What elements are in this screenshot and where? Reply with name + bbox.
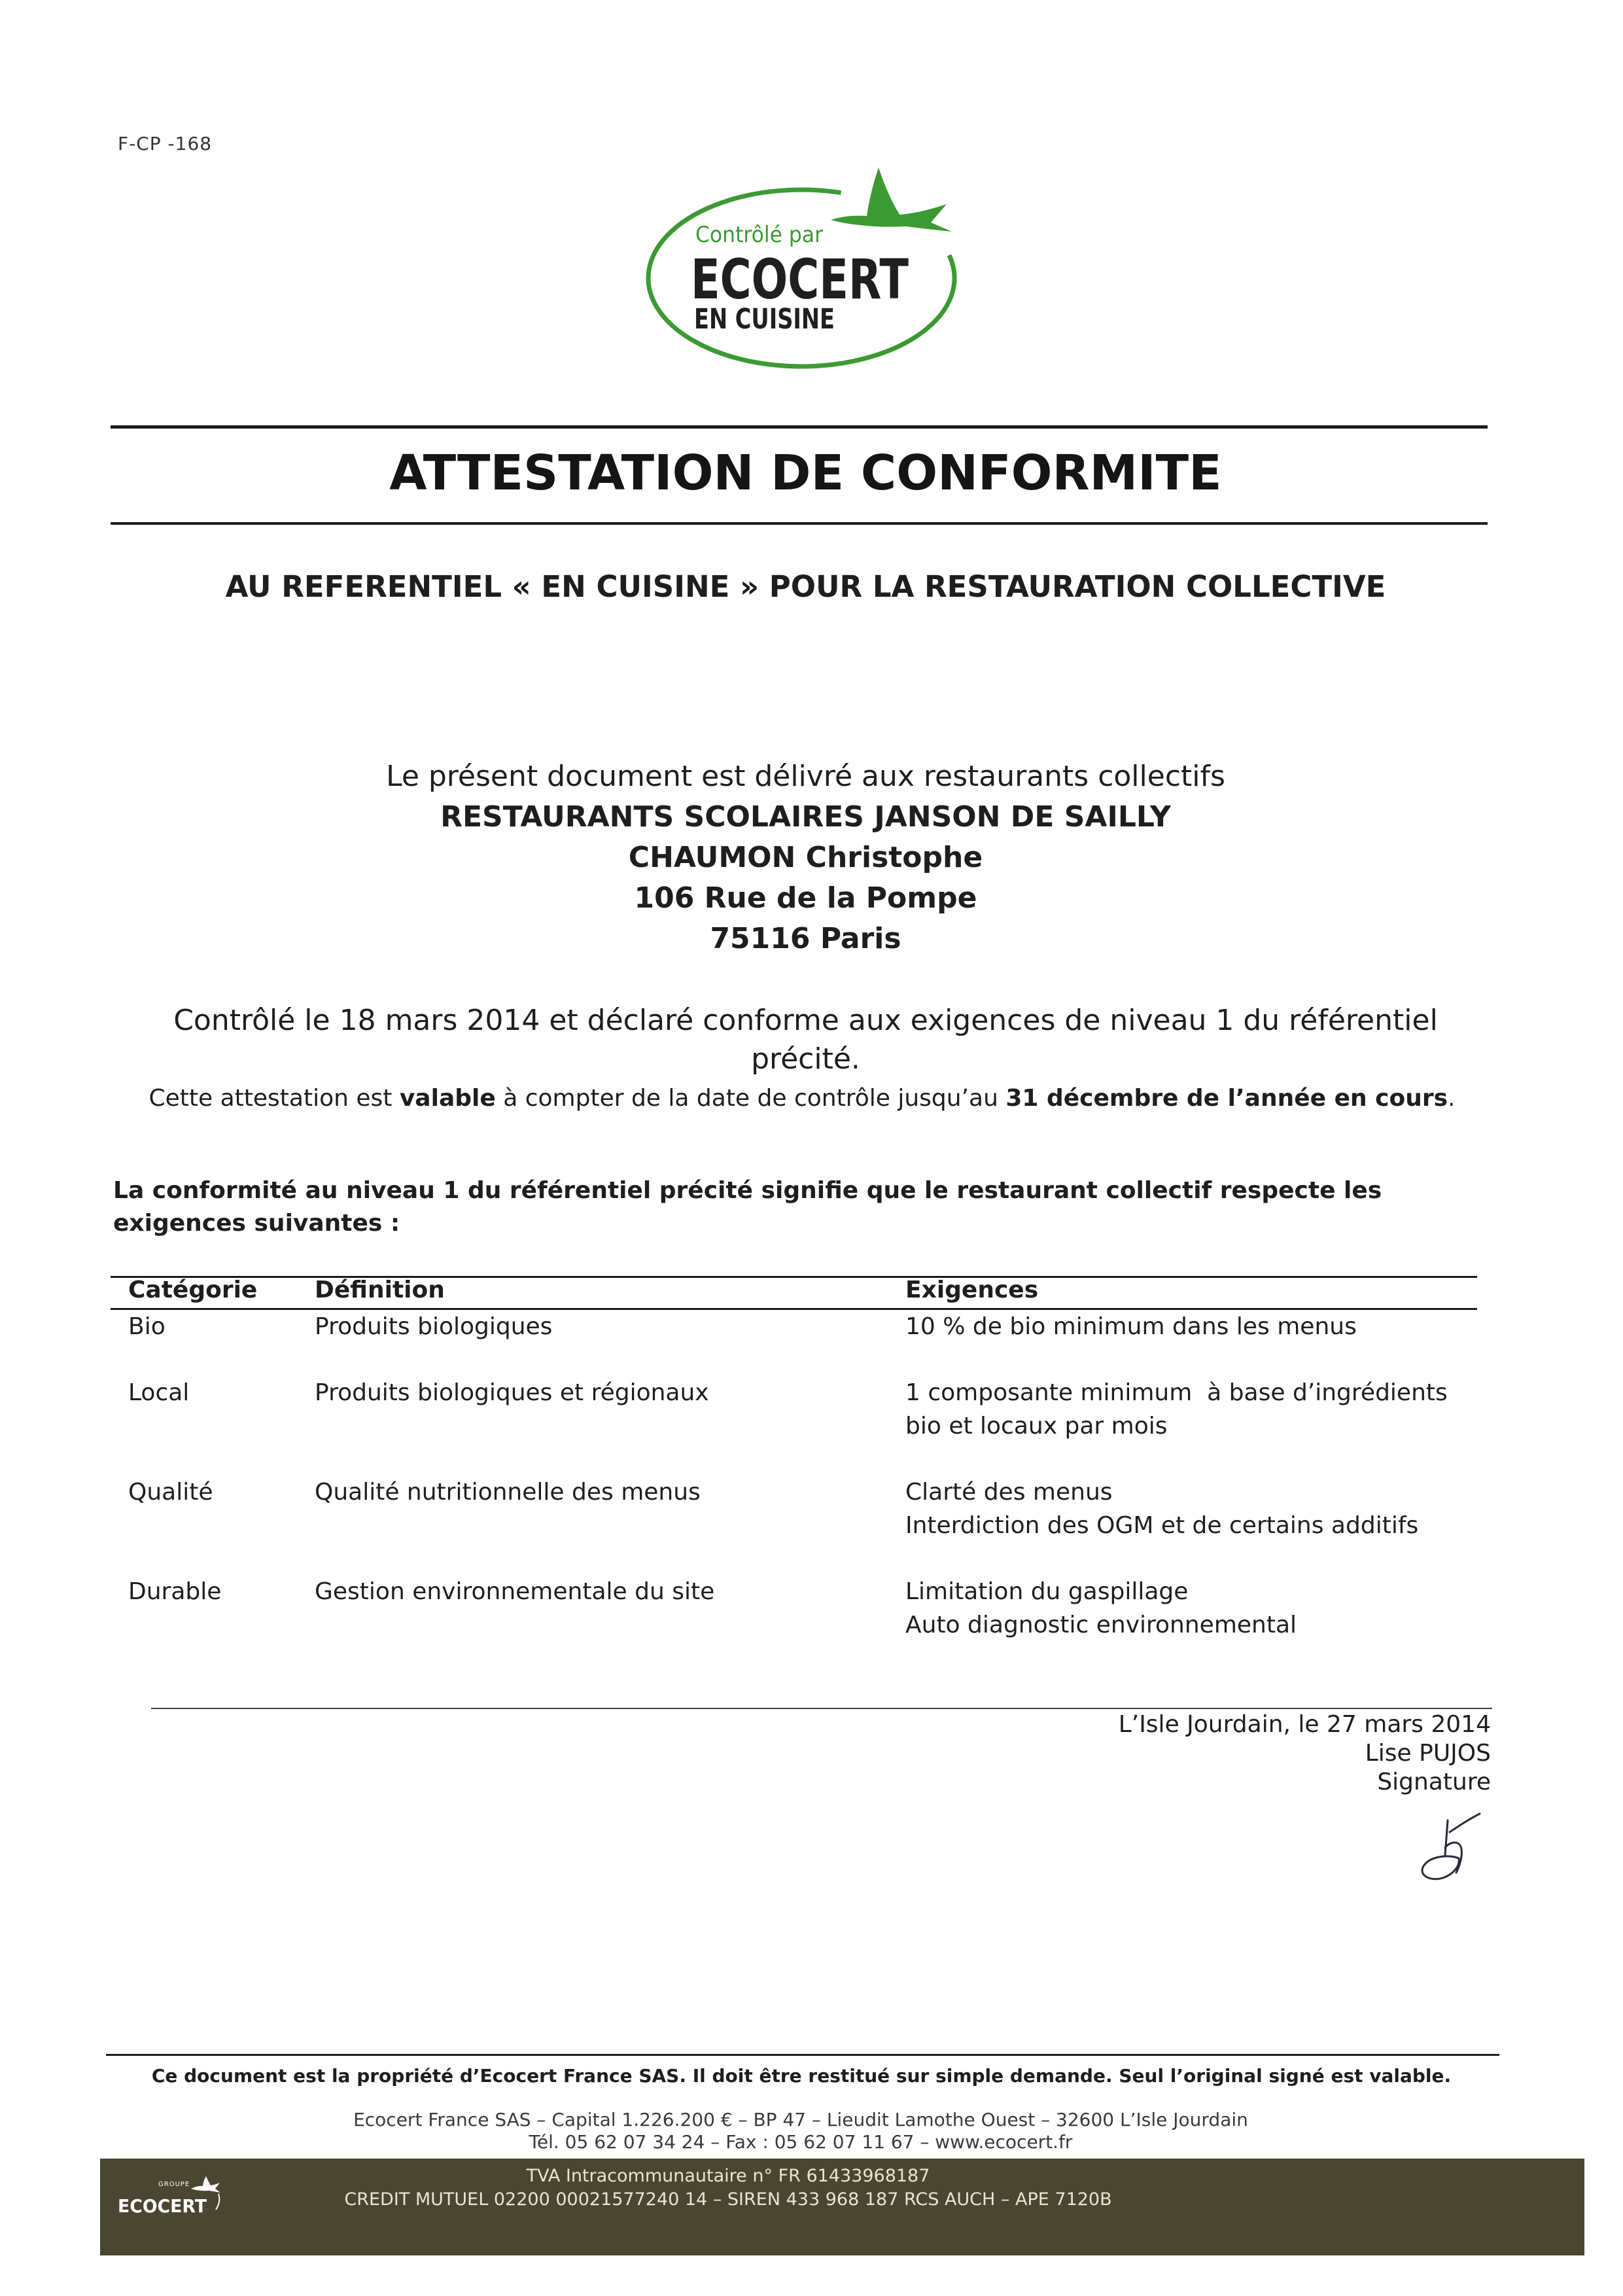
row-requirements	[905, 1475, 1477, 1542]
recipient-contact: CHAUMON Christophe	[628, 841, 983, 874]
recipient-block	[111, 756, 1501, 959]
requirements-table	[111, 1276, 1477, 1674]
footer-contact: Tél. 05 62 07 34 24 – Fax : 05 62 07 11 67 – www.ecocert.fr	[529, 2131, 1073, 2153]
row-category: Bio	[128, 1313, 166, 1340]
row-definition: Gestion environnementale du site	[315, 1578, 715, 1605]
row-requirements	[905, 1575, 1477, 1642]
requirement-line: Interdiction des OGM et de certains additifs	[905, 1512, 1419, 1539]
row-definition: Produits biologiques	[315, 1313, 553, 1340]
document-reference: F-CP -168	[118, 133, 213, 154]
logo-caption-bottom: EN CUISINE	[694, 303, 835, 336]
logo-caption-top: Contrôlé par	[695, 222, 824, 248]
row-category: Qualité	[128, 1479, 213, 1506]
footer-address-block	[0, 2109, 1601, 2153]
requirement-line: Clarté des menus	[905, 1479, 1113, 1506]
logo-group-brand: ECOCERT	[118, 2195, 207, 2217]
requirement-line: 10 % de bio minimum dans les menus	[905, 1313, 1357, 1340]
header-definition: Définition	[315, 1277, 445, 1303]
control-line-2: précité.	[751, 1042, 860, 1076]
header-requirements: Exigences	[905, 1277, 1039, 1303]
recipient-street: 106 Rue de la Pompe	[634, 881, 977, 915]
footer-bar-text	[100, 2164, 1356, 2212]
table-header	[111, 1278, 1477, 1310]
validity-text-3: .	[1448, 1085, 1456, 1112]
page-title: ATTESTATION DE CONFORMITE	[389, 445, 1222, 501]
row-requirements	[905, 1376, 1477, 1443]
requirement-line: Limitation du gaspillage	[905, 1578, 1189, 1605]
row-category: Local	[128, 1379, 190, 1406]
validity-bold-1: valable	[399, 1085, 496, 1112]
row-definition: Produits biologiques et régionaux	[315, 1379, 709, 1406]
control-line-1: Contrôlé le 18 mars 2014 et déclaré conforme aux exigences de niveau 1 du référentiel	[173, 1004, 1438, 1037]
footer-address: Ecocert France SAS – Capital 1.226.200 € – BP 47 – Lieudit Lamothe Ouest – 32600 L’Isle Jourdain	[353, 2109, 1248, 2130]
footer-vat: TVA Intracommunautaire n° FR 61433968187	[526, 2166, 930, 2186]
handwritten-signature	[1404, 1809, 1495, 1894]
requirements-intro-line-2: exigences suivantes :	[113, 1210, 400, 1237]
footer-bar	[100, 2159, 1584, 2255]
table-row	[111, 1376, 1477, 1475]
swallow-icon	[831, 168, 952, 232]
logo-group-label: GROUPE	[158, 2181, 190, 2188]
title-bottom-rule	[111, 522, 1488, 525]
row-requirements	[905, 1310, 1477, 1343]
signature-block	[1119, 1710, 1491, 1797]
table-row	[111, 1575, 1477, 1674]
row-category: Durable	[128, 1578, 222, 1605]
page-subtitle: AU REFERENTIEL « EN CUISINE » POUR LA RESTAURATION COLLECTIVE	[225, 569, 1386, 604]
recipient-city: 75116 Paris	[710, 922, 901, 955]
requirement-line: 1 composante minimum à base d’ingrédients	[905, 1379, 1448, 1406]
footer-registration: CREDIT MUTUEL 02200 00021577240 14 – SIREN 433 968 187 RCS AUCH – APE 7120B	[344, 2189, 1112, 2210]
requirement-line: bio et locaux par mois	[905, 1413, 1168, 1439]
validity-bold-2: 31 décembre de l’année en cours	[1005, 1085, 1448, 1112]
table-row	[111, 1310, 1477, 1376]
validity-text-2: à compter de la date de contrôle jusqu’au	[495, 1085, 1006, 1112]
table-row	[111, 1475, 1477, 1575]
footer-legal-notice: Ce document est la propriété d’Ecocert France SAS. Il doit être restitué sur simple demande. Seul l’original signé est valable.	[151, 2065, 1452, 2087]
signature-signatory: Lise PUJOS	[1365, 1740, 1491, 1767]
recipient-intro: Le présent document est délivré aux restaurants collectifs	[386, 760, 1225, 793]
signature-rule	[151, 1708, 1492, 1709]
signature-place-date: L’Isle Jourdain, le 27 mars 2014	[1118, 1711, 1491, 1738]
header-category: Catégorie	[128, 1277, 258, 1303]
validity-text-1: Cette attestation est	[148, 1085, 400, 1112]
requirements-intro-line-1: La conformité au niveau 1 du référentiel précité signifie que le restaurant collectif respecte les	[113, 1177, 1382, 1204]
footer-rule	[106, 2054, 1499, 2056]
requirement-line: Auto diagnostic environnemental	[905, 1612, 1297, 1638]
logo-brand: ECOCERT	[691, 247, 909, 311]
validity-statement	[111, 1084, 1493, 1113]
row-definition: Qualité nutritionnelle des menus	[315, 1479, 701, 1506]
recipient-name: RESTAURANTS SCOLAIRES JANSON DE SAILLY	[440, 800, 1171, 834]
ecocert-en-cuisine-logo	[644, 164, 958, 373]
title-top-rule	[111, 425, 1488, 429]
requirements-intro	[113, 1174, 1382, 1240]
signature-label: Signature	[1377, 1769, 1491, 1795]
control-statement	[111, 1001, 1501, 1078]
